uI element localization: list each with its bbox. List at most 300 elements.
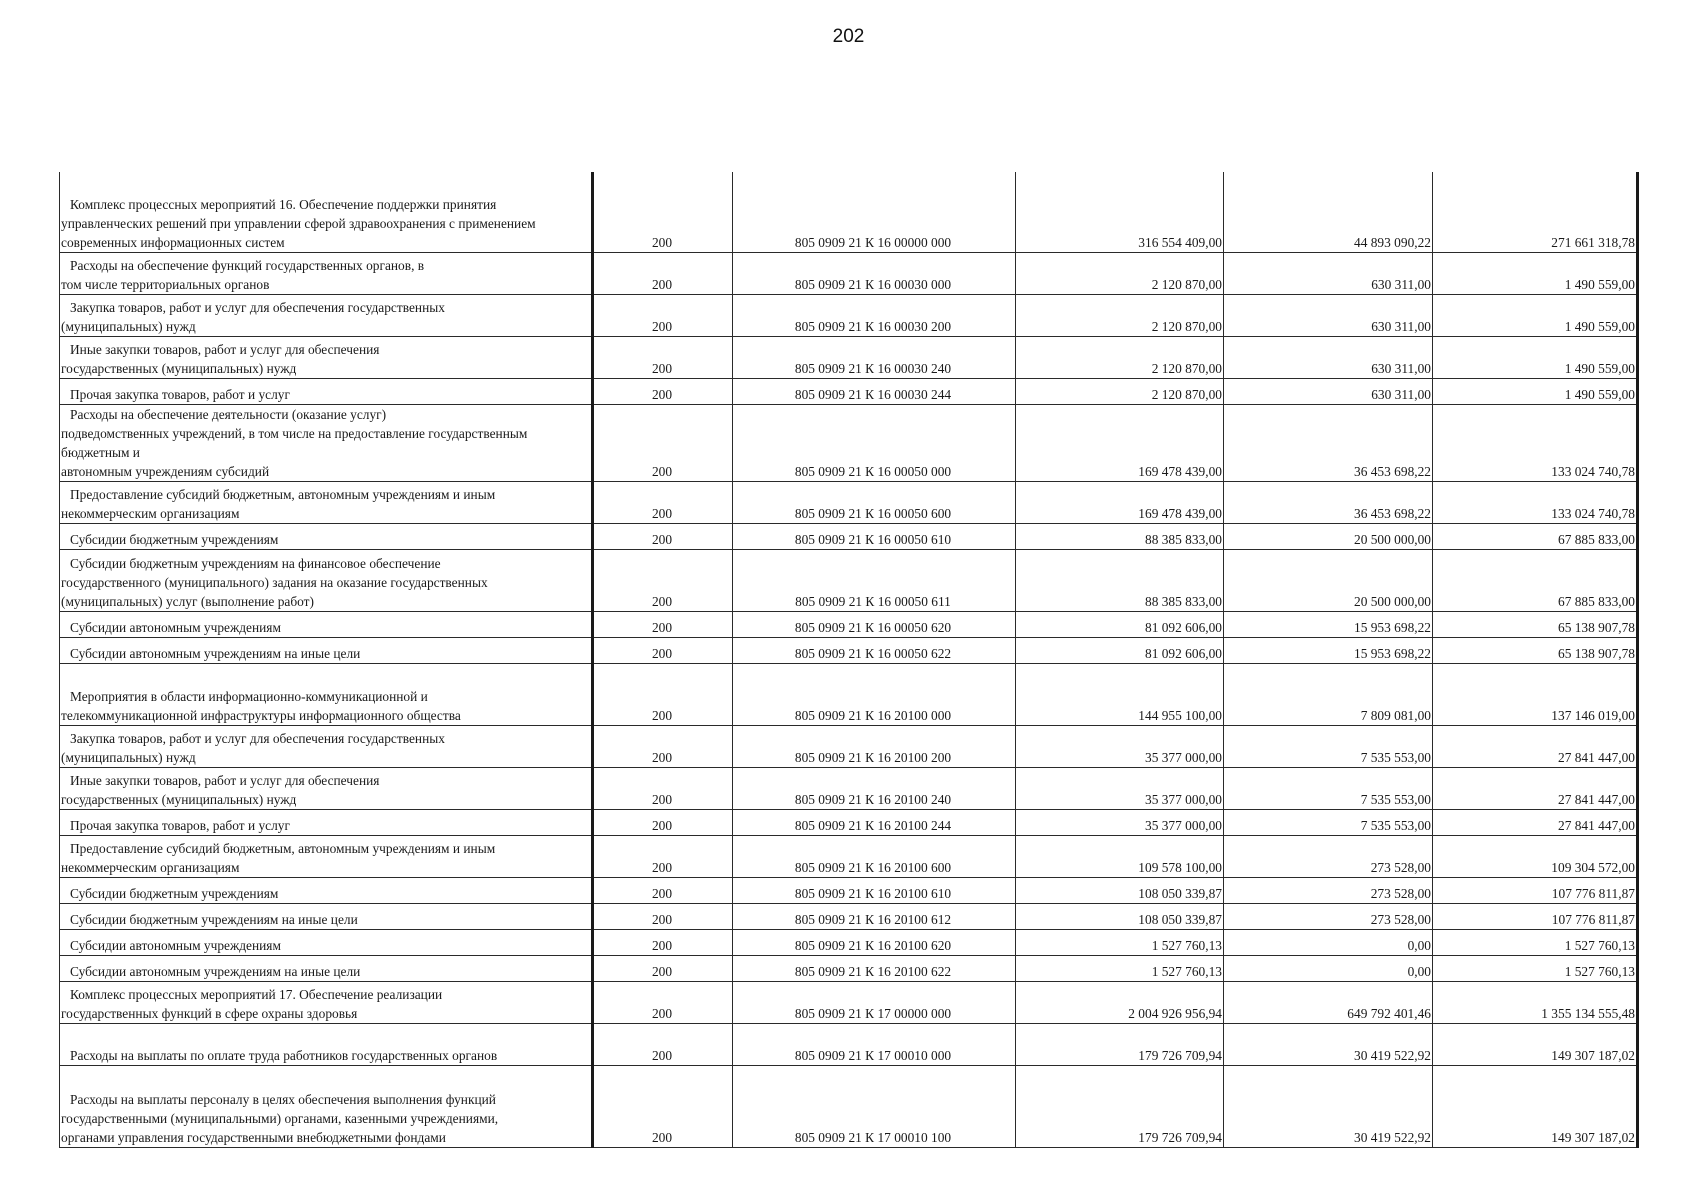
row-executed-text: 15 953 698,22 xyxy=(1354,619,1431,635)
row-name-text: Расходы на обеспечение функций государственных органов, в том числе территориальных органов xyxy=(61,257,425,292)
row-approved-text: 1 527 760,13 xyxy=(1151,963,1222,979)
row-code-text: 200 xyxy=(651,937,673,953)
row-name-text: Субсидии автономным учреждениям на иные цели xyxy=(70,963,361,979)
row-name-cell xyxy=(60,252,593,294)
row-executed-text: 36 453 698,22 xyxy=(1354,463,1431,479)
row-executed-cell xyxy=(1224,767,1433,809)
row-approved-cell xyxy=(1016,481,1224,523)
row-name-cell xyxy=(60,404,593,481)
row-code-text: 200 xyxy=(651,463,673,479)
row-kbk-text: 805 0909 21 К 16 20100 612 xyxy=(794,911,952,927)
row-kbk-cell xyxy=(733,481,1016,523)
row-kbk-cell xyxy=(733,336,1016,378)
row-executed-cell xyxy=(1224,523,1433,549)
row-code-text: 200 xyxy=(651,859,673,875)
row-code-text: 200 xyxy=(651,645,673,661)
row-approved-text: 35 377 000,00 xyxy=(1145,749,1222,765)
row-approved-cell xyxy=(1016,1065,1224,1147)
table-row xyxy=(60,378,1638,404)
row-executed-cell xyxy=(1224,835,1433,877)
table-row xyxy=(60,294,1638,336)
row-code-text: 200 xyxy=(651,749,673,765)
row-remaining-text: 149 307 187,02 xyxy=(1551,1047,1635,1063)
row-code-cell xyxy=(593,637,733,663)
row-remaining-text: 1 355 134 555,48 xyxy=(1541,1005,1635,1021)
row-code-cell xyxy=(593,955,733,981)
row-executed-text: 36 453 698,22 xyxy=(1354,505,1431,521)
row-approved-cell xyxy=(1016,252,1224,294)
row-remaining-text: 1 527 760,13 xyxy=(1564,937,1635,953)
row-code-cell xyxy=(593,294,733,336)
row-executed-cell xyxy=(1224,725,1433,767)
table-row xyxy=(60,481,1638,523)
row-executed-cell xyxy=(1224,378,1433,404)
row-kbk-cell xyxy=(733,1023,1016,1065)
row-code-text: 200 xyxy=(651,1005,673,1021)
row-remaining-cell xyxy=(1433,929,1638,955)
row-approved-cell xyxy=(1016,172,1224,252)
row-approved-cell xyxy=(1016,877,1224,903)
row-kbk-cell xyxy=(733,404,1016,481)
row-remaining-text: 67 885 833,00 xyxy=(1558,593,1635,609)
row-remaining-cell xyxy=(1433,172,1638,252)
row-code-cell xyxy=(593,835,733,877)
row-code-text: 200 xyxy=(651,619,673,635)
row-name-text: Расходы на выплаты по оплате труда работников государственных органов xyxy=(70,1047,498,1063)
row-remaining-cell xyxy=(1433,637,1638,663)
row-executed-text: 7 535 553,00 xyxy=(1360,749,1431,765)
row-remaining-text: 27 841 447,00 xyxy=(1558,791,1635,807)
row-executed-cell xyxy=(1224,981,1433,1023)
row-name-cell xyxy=(60,523,593,549)
page-number: 202 xyxy=(832,26,865,47)
table-row xyxy=(60,252,1638,294)
row-name-cell xyxy=(60,767,593,809)
row-code-text: 200 xyxy=(651,234,673,250)
row-approved-text: 108 050 339,87 xyxy=(1138,911,1222,927)
row-code-cell xyxy=(593,378,733,404)
row-kbk-text: 805 0909 21 К 16 20100 620 xyxy=(794,937,952,953)
row-approved-cell xyxy=(1016,336,1224,378)
table-row xyxy=(60,637,1638,663)
row-remaining-cell xyxy=(1433,835,1638,877)
row-name-text: Расходы на обеспечение деятельности (оказание услуг) подведомственных учреждений, в том числе на предоставление государственным бюджетным и автономным учреждениям субсидий xyxy=(61,406,528,479)
row-remaining-text: 1 490 559,00 xyxy=(1564,360,1635,376)
row-remaining-cell xyxy=(1433,767,1638,809)
row-remaining-cell xyxy=(1433,404,1638,481)
row-remaining-cell xyxy=(1433,252,1638,294)
row-name-text: Субсидии бюджетным учреждениям на финансовое обеспечение государственного (муниципального) задания на оказание государственных (муниципальных) услуг (выполнение работ) xyxy=(61,555,488,609)
row-code-cell xyxy=(593,523,733,549)
row-code-text: 200 xyxy=(651,386,673,402)
row-executed-cell xyxy=(1224,611,1433,637)
row-name-cell xyxy=(60,809,593,835)
row-name-cell xyxy=(60,336,593,378)
row-executed-cell xyxy=(1224,877,1433,903)
row-executed-text: 7 535 553,00 xyxy=(1360,791,1431,807)
row-approved-text: 88 385 833,00 xyxy=(1145,531,1222,547)
row-executed-text: 630 311,00 xyxy=(1371,386,1431,402)
row-kbk-cell xyxy=(733,877,1016,903)
row-approved-text: 2 120 870,00 xyxy=(1151,360,1222,376)
row-code-cell xyxy=(593,903,733,929)
row-kbk-text: 805 0909 21 К 16 00030 200 xyxy=(794,318,952,334)
row-kbk-cell xyxy=(733,903,1016,929)
row-code-text: 200 xyxy=(651,817,673,833)
row-kbk-cell xyxy=(733,725,1016,767)
table-row xyxy=(60,981,1638,1023)
row-approved-cell xyxy=(1016,294,1224,336)
row-kbk-cell xyxy=(733,809,1016,835)
row-kbk-text: 805 0909 21 К 16 20100 610 xyxy=(794,885,952,901)
table-row xyxy=(60,549,1638,611)
row-executed-text: 15 953 698,22 xyxy=(1354,645,1431,661)
row-executed-text: 273 528,00 xyxy=(1370,859,1431,875)
row-remaining-cell xyxy=(1433,294,1638,336)
row-remaining-text: 107 776 811,87 xyxy=(1551,885,1635,901)
row-kbk-text: 805 0909 21 К 16 00030 240 xyxy=(794,360,952,376)
table-row xyxy=(60,336,1638,378)
row-executed-cell xyxy=(1224,929,1433,955)
row-name-text: Субсидии автономным учреждениям xyxy=(70,619,281,635)
row-approved-cell xyxy=(1016,767,1224,809)
row-executed-text: 273 528,00 xyxy=(1370,911,1431,927)
row-remaining-text: 1 490 559,00 xyxy=(1564,318,1635,334)
row-approved-cell xyxy=(1016,663,1224,725)
row-name-text: Иные закупки товаров, работ и услуг для обеспечения государственных (муниципальных) нужд xyxy=(61,772,380,807)
row-kbk-text: 805 0909 21 К 17 00000 000 xyxy=(794,1005,952,1021)
row-kbk-text: 805 0909 21 К 16 00050 611 xyxy=(795,593,951,609)
row-name-cell xyxy=(60,378,593,404)
row-approved-text: 2 120 870,00 xyxy=(1151,276,1222,292)
row-executed-cell xyxy=(1224,549,1433,611)
row-kbk-text: 805 0909 21 К 16 20100 200 xyxy=(794,749,952,765)
row-remaining-text: 1 527 760,13 xyxy=(1564,963,1635,979)
row-executed-cell xyxy=(1224,809,1433,835)
row-code-text: 200 xyxy=(651,707,673,723)
table-row xyxy=(60,172,1638,252)
row-kbk-text: 805 0909 21 К 16 20100 244 xyxy=(794,817,952,833)
row-remaining-text: 1 490 559,00 xyxy=(1564,386,1635,402)
row-approved-cell xyxy=(1016,378,1224,404)
table-row xyxy=(60,663,1638,725)
budget-table-body xyxy=(60,172,1638,1147)
row-executed-cell xyxy=(1224,481,1433,523)
row-kbk-cell xyxy=(733,955,1016,981)
row-kbk-cell xyxy=(733,637,1016,663)
row-code-cell xyxy=(593,663,733,725)
row-name-cell xyxy=(60,929,593,955)
row-kbk-cell xyxy=(733,172,1016,252)
row-remaining-cell xyxy=(1433,955,1638,981)
budget-table xyxy=(59,172,1639,1148)
row-remaining-cell xyxy=(1433,725,1638,767)
row-approved-cell xyxy=(1016,835,1224,877)
row-approved-text: 81 092 606,00 xyxy=(1145,619,1222,635)
row-executed-cell xyxy=(1224,955,1433,981)
row-executed-text: 0,00 xyxy=(1407,937,1431,953)
row-kbk-text: 805 0909 21 К 16 00030 000 xyxy=(794,276,952,292)
row-kbk-text: 805 0909 21 К 16 00050 000 xyxy=(794,463,952,479)
row-approved-cell xyxy=(1016,1023,1224,1065)
table-row xyxy=(60,929,1638,955)
row-kbk-text: 805 0909 21 К 16 00050 600 xyxy=(794,505,952,521)
row-executed-text: 273 528,00 xyxy=(1370,885,1431,901)
row-name-cell xyxy=(60,663,593,725)
row-remaining-text: 107 776 811,87 xyxy=(1551,911,1635,927)
row-name-cell xyxy=(60,549,593,611)
row-name-text: Комплекс процессных мероприятий 17. Обеспечение реализации государственных функций в сфере охраны здоровья xyxy=(61,986,443,1021)
row-name-text: Закупка товаров, работ и услуг для обеспечения государственных (муниципальных) нужд xyxy=(61,299,445,334)
row-approved-text: 179 726 709,94 xyxy=(1138,1047,1222,1063)
row-approved-text: 109 578 100,00 xyxy=(1138,859,1222,875)
row-remaining-cell xyxy=(1433,1065,1638,1147)
row-approved-cell xyxy=(1016,809,1224,835)
row-approved-text: 88 385 833,00 xyxy=(1145,593,1222,609)
row-name-cell xyxy=(60,835,593,877)
row-name-text: Расходы на выплаты персоналу в целях обеспечения выполнения функций государственными (муниципальными) органами, казенными учреждениями, органами управления государственными внебюджетными фондами xyxy=(61,1091,499,1145)
row-name-cell xyxy=(60,637,593,663)
row-approved-cell xyxy=(1016,549,1224,611)
row-code-cell xyxy=(593,481,733,523)
row-code-cell xyxy=(593,809,733,835)
row-executed-cell xyxy=(1224,663,1433,725)
row-approved-text: 2 120 870,00 xyxy=(1151,318,1222,334)
row-code-cell xyxy=(593,725,733,767)
row-kbk-text: 805 0909 21 К 16 00000 000 xyxy=(794,234,952,250)
row-name-cell xyxy=(60,981,593,1023)
row-code-text: 200 xyxy=(651,531,673,547)
row-remaining-cell xyxy=(1433,663,1638,725)
row-code-cell xyxy=(593,611,733,637)
table-row xyxy=(60,1065,1638,1147)
table-row xyxy=(60,1023,1638,1065)
row-code-cell xyxy=(593,404,733,481)
row-code-cell xyxy=(593,336,733,378)
row-kbk-text: 805 0909 21 К 16 20100 622 xyxy=(794,963,952,979)
row-kbk-cell xyxy=(733,1065,1016,1147)
row-name-text: Комплекс процессных мероприятий 16. Обеспечение поддержки принятия управленческих решений при управлении сферой здравоохранения с применением современных информационных систем xyxy=(61,196,536,250)
row-code-cell xyxy=(593,549,733,611)
table-row xyxy=(60,725,1638,767)
row-code-text: 200 xyxy=(651,360,673,376)
row-executed-cell xyxy=(1224,903,1433,929)
row-name-text: Субсидии автономным учреждениям xyxy=(70,937,281,953)
row-kbk-cell xyxy=(733,929,1016,955)
row-kbk-text: 805 0909 21 К 16 00030 244 xyxy=(794,386,952,402)
row-name-text: Мероприятия в области информационно-коммуникационной и телекоммуникационной инфраструктуры информационного общества xyxy=(61,688,461,723)
row-approved-cell xyxy=(1016,955,1224,981)
row-kbk-cell xyxy=(733,549,1016,611)
row-name-text: Закупка товаров, работ и услуг для обеспечения государственных (муниципальных) нужд xyxy=(61,730,445,765)
row-approved-text: 316 554 409,00 xyxy=(1138,234,1222,250)
row-executed-text: 630 311,00 xyxy=(1371,276,1431,292)
row-executed-text: 20 500 000,00 xyxy=(1354,531,1431,547)
row-code-cell xyxy=(593,981,733,1023)
table-row xyxy=(60,809,1638,835)
row-approved-text: 169 478 439,00 xyxy=(1138,463,1222,479)
row-executed-text: 20 500 000,00 xyxy=(1354,593,1431,609)
row-name-cell xyxy=(60,294,593,336)
row-code-text: 200 xyxy=(651,791,673,807)
row-remaining-text: 133 024 740,78 xyxy=(1551,505,1635,521)
row-executed-cell xyxy=(1224,336,1433,378)
row-remaining-text: 65 138 907,78 xyxy=(1558,645,1635,661)
row-approved-text: 2 004 926 956,94 xyxy=(1128,1005,1222,1021)
row-name-cell xyxy=(60,1065,593,1147)
row-name-cell xyxy=(60,611,593,637)
row-kbk-text: 805 0909 21 К 16 00050 622 xyxy=(794,645,952,661)
row-remaining-cell xyxy=(1433,336,1638,378)
row-approved-text: 35 377 000,00 xyxy=(1145,817,1222,833)
row-remaining-cell xyxy=(1433,481,1638,523)
row-name-cell xyxy=(60,955,593,981)
row-remaining-cell xyxy=(1433,549,1638,611)
table-row xyxy=(60,404,1638,481)
row-remaining-cell xyxy=(1433,981,1638,1023)
row-approved-cell xyxy=(1016,637,1224,663)
row-remaining-text: 149 307 187,02 xyxy=(1551,1129,1635,1145)
row-executed-text: 0,00 xyxy=(1407,963,1431,979)
row-code-cell xyxy=(593,929,733,955)
row-executed-text: 630 311,00 xyxy=(1371,318,1431,334)
row-kbk-text: 805 0909 21 К 16 20100 000 xyxy=(794,707,952,723)
row-approved-cell xyxy=(1016,981,1224,1023)
row-remaining-cell xyxy=(1433,903,1638,929)
row-approved-cell xyxy=(1016,929,1224,955)
row-name-text: Предоставление субсидий бюджетным, автономным учреждениям и иным некоммерческим организациям xyxy=(61,486,496,521)
row-remaining-text: 137 146 019,00 xyxy=(1551,707,1635,723)
row-approved-text: 108 050 339,87 xyxy=(1138,885,1222,901)
row-code-cell xyxy=(593,252,733,294)
table-row xyxy=(60,877,1638,903)
row-kbk-cell xyxy=(733,294,1016,336)
row-approved-text: 179 726 709,94 xyxy=(1138,1129,1222,1145)
row-name-text: Субсидии бюджетным учреждениям на иные цели xyxy=(70,911,358,927)
row-executed-text: 649 792 401,46 xyxy=(1347,1005,1431,1021)
row-approved-text: 81 092 606,00 xyxy=(1145,645,1222,661)
row-name-cell xyxy=(60,172,593,252)
row-code-text: 200 xyxy=(651,593,673,609)
row-code-text: 200 xyxy=(651,1129,673,1145)
row-name-cell xyxy=(60,725,593,767)
row-remaining-text: 109 304 572,00 xyxy=(1551,859,1635,875)
table-row xyxy=(60,611,1638,637)
row-code-cell xyxy=(593,767,733,809)
row-approved-cell xyxy=(1016,523,1224,549)
row-executed-cell xyxy=(1224,1065,1433,1147)
row-name-cell xyxy=(60,903,593,929)
row-approved-cell xyxy=(1016,404,1224,481)
row-name-text: Иные закупки товаров, работ и услуг для обеспечения государственных (муниципальных) нужд xyxy=(61,341,380,376)
row-kbk-cell xyxy=(733,835,1016,877)
row-executed-cell xyxy=(1224,172,1433,252)
table-row xyxy=(60,767,1638,809)
row-name-cell xyxy=(60,1023,593,1065)
table-row xyxy=(60,523,1638,549)
row-kbk-cell xyxy=(733,252,1016,294)
row-remaining-text: 27 841 447,00 xyxy=(1558,749,1635,765)
row-name-text: Субсидии автономным учреждениям на иные цели xyxy=(70,645,361,661)
row-kbk-cell xyxy=(733,663,1016,725)
row-code-cell xyxy=(593,172,733,252)
row-kbk-cell xyxy=(733,767,1016,809)
row-kbk-cell xyxy=(733,981,1016,1023)
row-kbk-cell xyxy=(733,611,1016,637)
row-kbk-text: 805 0909 21 К 16 00050 610 xyxy=(794,531,952,547)
row-remaining-cell xyxy=(1433,611,1638,637)
row-code-cell xyxy=(593,877,733,903)
row-approved-cell xyxy=(1016,903,1224,929)
row-code-text: 200 xyxy=(651,963,673,979)
row-remaining-text: 1 490 559,00 xyxy=(1564,276,1635,292)
row-approved-cell xyxy=(1016,725,1224,767)
row-name-text: Субсидии бюджетным учреждениям xyxy=(70,531,279,547)
row-remaining-cell xyxy=(1433,523,1638,549)
row-executed-text: 7 535 553,00 xyxy=(1360,817,1431,833)
row-executed-cell xyxy=(1224,637,1433,663)
row-code-text: 200 xyxy=(651,276,673,292)
row-remaining-text: 133 024 740,78 xyxy=(1551,463,1635,479)
row-executed-text: 630 311,00 xyxy=(1371,360,1431,376)
row-executed-cell xyxy=(1224,1023,1433,1065)
row-executed-cell xyxy=(1224,404,1433,481)
row-approved-text: 169 478 439,00 xyxy=(1138,505,1222,521)
table-row xyxy=(60,955,1638,981)
row-name-text: Предоставление субсидий бюджетным, автономным учреждениям и иным некоммерческим организациям xyxy=(61,840,496,875)
row-kbk-text: 805 0909 21 К 16 20100 240 xyxy=(794,791,952,807)
row-code-text: 200 xyxy=(651,318,673,334)
row-name-cell xyxy=(60,481,593,523)
row-remaining-text: 271 661 318,78 xyxy=(1551,234,1635,250)
row-kbk-text: 805 0909 21 К 17 00010 100 xyxy=(794,1129,952,1145)
row-executed-text: 44 893 090,22 xyxy=(1354,234,1431,250)
row-remaining-cell xyxy=(1433,1023,1638,1065)
row-remaining-cell xyxy=(1433,877,1638,903)
table-row xyxy=(60,903,1638,929)
row-remaining-cell xyxy=(1433,378,1638,404)
row-kbk-cell xyxy=(733,523,1016,549)
table-row xyxy=(60,835,1638,877)
row-approved-text: 2 120 870,00 xyxy=(1151,386,1222,402)
row-executed-text: 7 809 081,00 xyxy=(1360,707,1431,723)
row-executed-cell xyxy=(1224,252,1433,294)
row-approved-text: 1 527 760,13 xyxy=(1151,937,1222,953)
row-name-text: Прочая закупка товаров, работ и услуг xyxy=(70,817,290,833)
row-executed-text: 30 419 522,92 xyxy=(1354,1047,1431,1063)
row-code-text: 200 xyxy=(651,505,673,521)
row-approved-text: 144 955 100,00 xyxy=(1138,707,1222,723)
row-executed-cell xyxy=(1224,294,1433,336)
row-remaining-cell xyxy=(1433,809,1638,835)
row-kbk-text: 805 0909 21 К 16 00050 620 xyxy=(794,619,952,635)
row-name-text: Прочая закупка товаров, работ и услуг xyxy=(70,386,290,402)
row-remaining-text: 27 841 447,00 xyxy=(1558,817,1635,833)
row-executed-text: 30 419 522,92 xyxy=(1354,1129,1431,1145)
row-name-text: Субсидии бюджетным учреждениям xyxy=(70,885,279,901)
row-code-cell xyxy=(593,1065,733,1147)
row-kbk-text: 805 0909 21 К 17 00010 000 xyxy=(794,1047,952,1063)
row-kbk-text: 805 0909 21 К 16 20100 600 xyxy=(794,859,952,875)
row-approved-text: 35 377 000,00 xyxy=(1145,791,1222,807)
row-remaining-text: 65 138 907,78 xyxy=(1558,619,1635,635)
row-kbk-cell xyxy=(733,378,1016,404)
row-code-text: 200 xyxy=(651,885,673,901)
row-code-cell xyxy=(593,1023,733,1065)
row-code-text: 200 xyxy=(651,911,673,927)
row-approved-cell xyxy=(1016,611,1224,637)
row-code-text: 200 xyxy=(651,1047,673,1063)
